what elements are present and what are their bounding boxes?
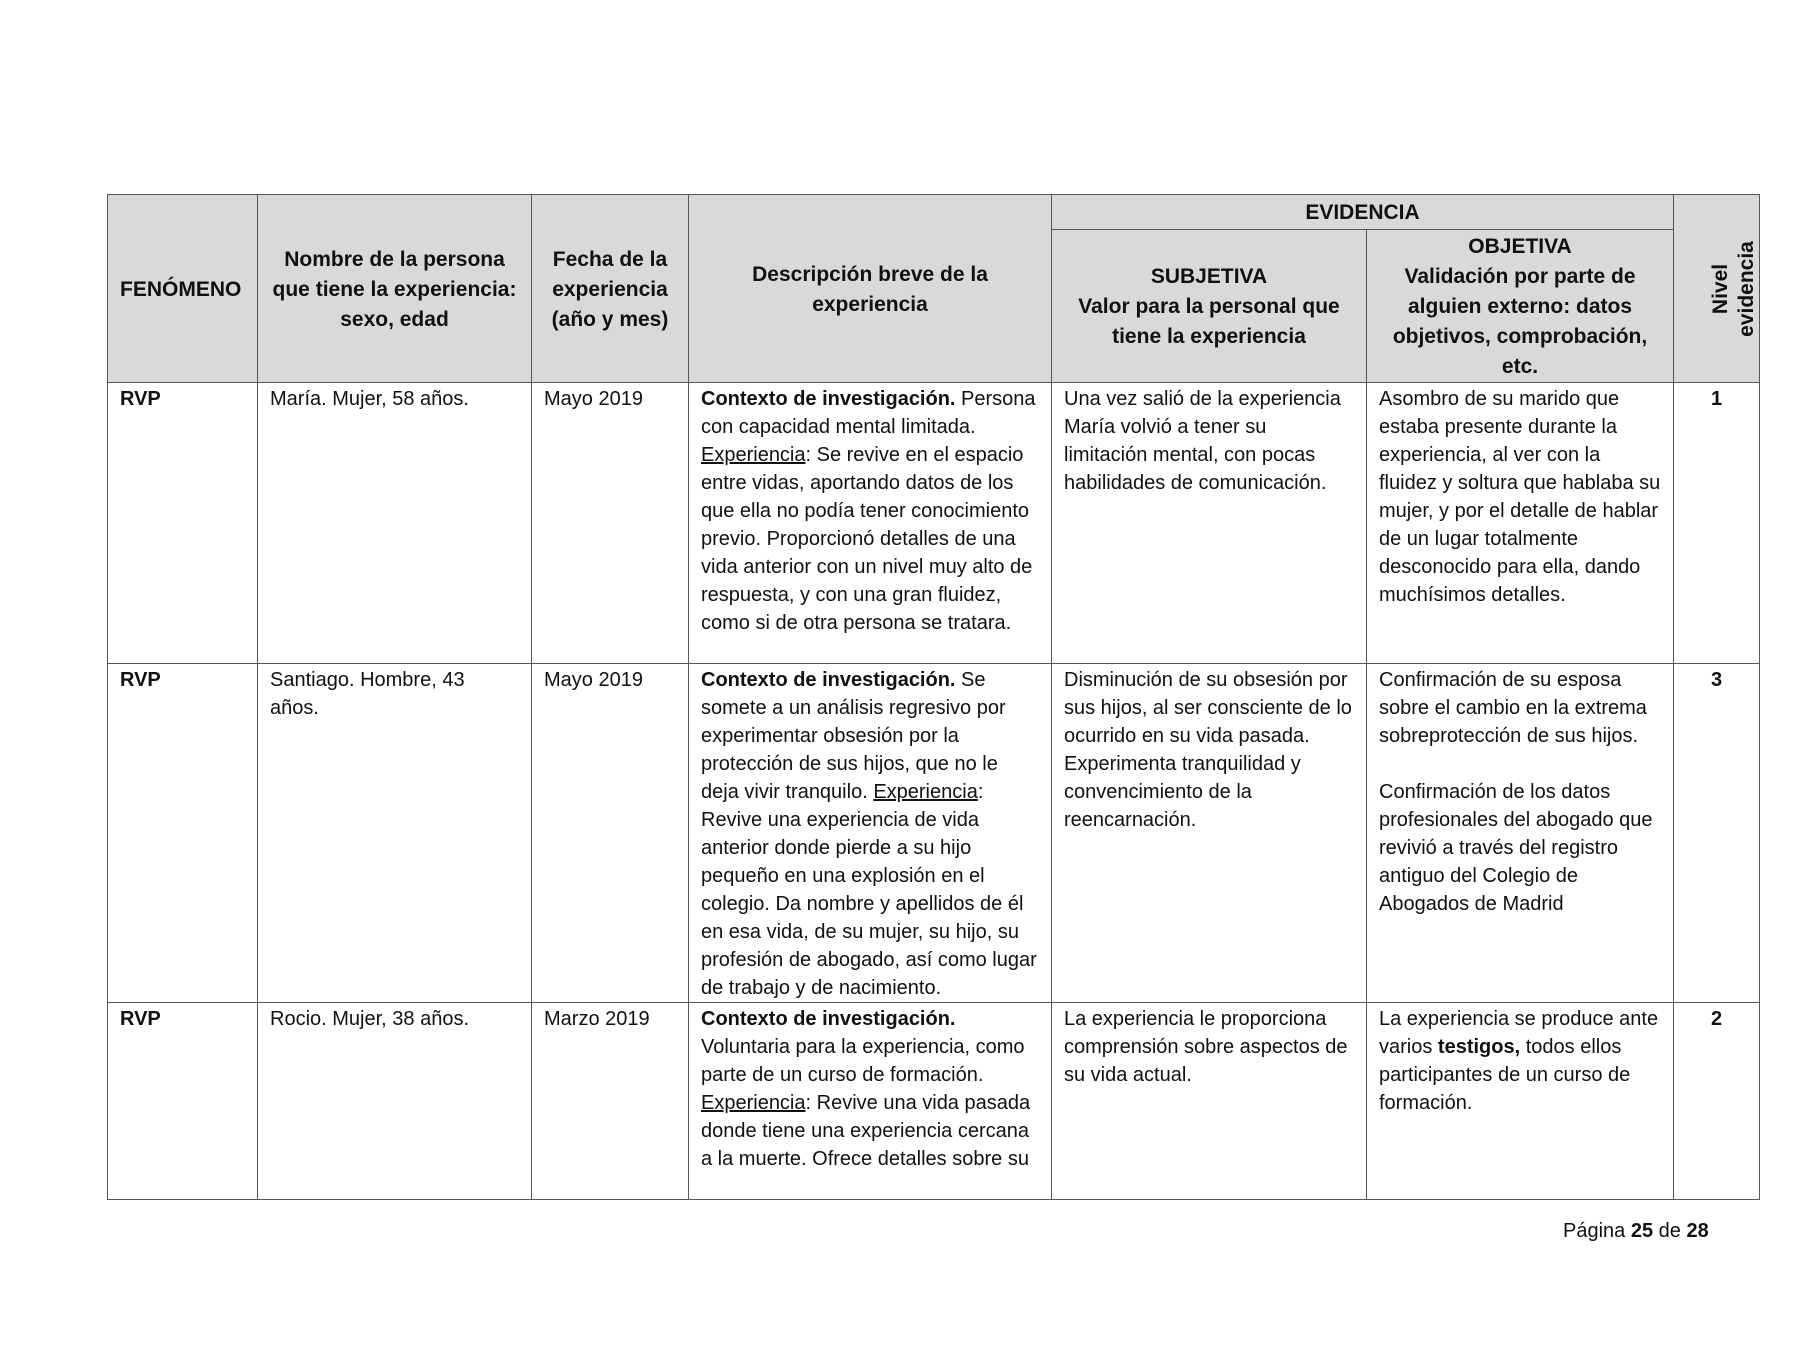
objetiva-text: Confirmación de los datos profesionales del abogado que revivió a través del registro antiguo del Colegio de Abogados de Madrid — [1379, 781, 1653, 915]
page-label: Página — [1563, 1220, 1626, 1242]
fenomeno-cell: RVP — [108, 1003, 258, 1200]
fecha-cell: Mayo 2019 — [532, 383, 689, 664]
header-objetiva-sub: Validación por parte de alguien externo: datos objetivos, comprobación, etc. — [1392, 265, 1648, 378]
objetiva-cell — [1367, 1003, 1674, 1200]
nivel-cell: 2 — [1674, 1003, 1760, 1200]
objetiva-text: todos ellos participantes de un curso de formación. — [1379, 1036, 1631, 1114]
header-fenomeno: FENÓMENO — [108, 195, 258, 383]
subjetiva-cell — [1052, 664, 1367, 1003]
page-number — [1563, 1220, 1709, 1243]
header-objetiva — [1367, 230, 1674, 383]
table-row — [108, 383, 1760, 664]
subjetiva-text: Disminución de su obsesión por sus hijos, al ser consciente de lo ocurrido en su vida pasada. — [1064, 669, 1352, 747]
objetiva-text: Confirmación de su esposa sobre el cambio en la extrema sobreprotección de sus hijos. — [1379, 669, 1647, 747]
header-subjetiva-title: SUBJETIVA — [1150, 265, 1268, 288]
nombre-cell: María. Mujer, 58 años. — [258, 383, 532, 664]
descripcion-text: : Revive una experiencia de vida anterior donde pierde a su hijo pequeño en una explosión en el colegio. Da nombre y apellidos de él en esa vida, de su mujer, su hijo, su profesión de abogado, así como lugar de trabajo y de nacimiento. — [701, 781, 1037, 999]
subjetiva-cell: Una vez salió de la experiencia María volvió a tener su limitación mental, con pocas habilidades de comunicación. — [1052, 383, 1367, 664]
fecha-cell: Marzo 2019 — [532, 1003, 689, 1200]
header-subjetiva — [1052, 230, 1367, 383]
header-nivel — [1674, 195, 1760, 383]
contexto-label: Contexto de investigación. — [701, 669, 956, 691]
testigos-label: testigos, — [1437, 1036, 1521, 1058]
page-of-label: de — [1658, 1220, 1681, 1242]
experiencia-label: Experiencia — [701, 444, 806, 466]
experiencia-label: Experiencia — [873, 781, 978, 803]
current-page: 25 — [1630, 1220, 1654, 1242]
total-pages: 28 — [1686, 1220, 1709, 1242]
nombre-cell: Rocio. Mujer, 38 años. — [258, 1003, 532, 1200]
table-row — [108, 664, 1760, 1003]
descripcion-cell — [689, 1003, 1052, 1200]
descripcion-text: Voluntaria para la experiencia, como parte de un curso de formación. — [701, 1036, 1025, 1086]
header-subjetiva-sub: Valor para la personal que tiene la experiencia — [1078, 295, 1340, 348]
contexto-label: Contexto de investigación. — [701, 1008, 956, 1030]
descripcion-text: Se somete a un análisis regresivo por experimentar obsesión por la protección de sus hijos, que no le deja vivir tranquilo. — [701, 669, 1006, 803]
objetiva-cell — [1367, 664, 1674, 1003]
contexto-label: Contexto de investigación. — [701, 388, 956, 410]
descripcion-cell — [689, 664, 1052, 1003]
objetiva-text: La experiencia se produce ante varios — [1379, 1008, 1659, 1058]
fenomeno-cell: RVP — [108, 664, 258, 1003]
experiencia-label: Experiencia — [701, 1092, 806, 1114]
evidence-table — [107, 194, 1760, 1200]
descripcion-text: : Se revive en el espacio entre vidas, aportando datos de los que ella no podía tener conocimiento previo. Proporcionó detalles de una vida anterior con un nivel muy alto de respuesta, y con una gran fluidez, como si de otra persona se tratara. — [701, 444, 1033, 634]
table-row — [108, 1003, 1760, 1200]
nombre-cell: Santiago. Hombre, 43 años. — [258, 664, 532, 1003]
descripcion-cell — [689, 383, 1052, 664]
fecha-cell: Mayo 2019 — [532, 664, 689, 1003]
subjetiva-text: Experimenta tranquilidad y convencimiento de la reencarnación. — [1064, 753, 1301, 831]
header-nivel-line2: evidencia — [1734, 240, 1758, 337]
header-objetiva-title: OBJETIVA — [1468, 235, 1572, 258]
header-fecha: Fecha de la experiencia (año y mes) — [532, 195, 689, 383]
header-evidencia: EVIDENCIA — [1052, 195, 1674, 230]
subjetiva-cell: La experiencia le proporciona comprensión sobre aspectos de su vida actual. — [1052, 1003, 1367, 1200]
descripcion-text: : Revive una vida pasada donde tiene una experiencia cercana a la muerte. Ofrece detalles sobre su — [701, 1092, 1031, 1170]
header-nombre: Nombre de la persona que tiene la experiencia: sexo, edad — [258, 195, 532, 383]
nivel-cell: 3 — [1674, 664, 1760, 1003]
nivel-cell: 1 — [1674, 383, 1760, 664]
objetiva-cell: Asombro de su marido que estaba presente durante la experiencia, al ver con la fluidez y soltura que hablaba su mujer, y por el detalle de hablar de un lugar totalmente desconocido para ella, dando muchísimos detalles. — [1367, 383, 1674, 664]
header-nivel-line1: Nivel — [1708, 263, 1732, 314]
descripcion-text: Persona con capacidad mental limitada. — [701, 388, 1036, 438]
header-descripcion: Descripción breve de la experiencia — [689, 195, 1052, 383]
fenomeno-cell: RVP — [108, 383, 258, 664]
